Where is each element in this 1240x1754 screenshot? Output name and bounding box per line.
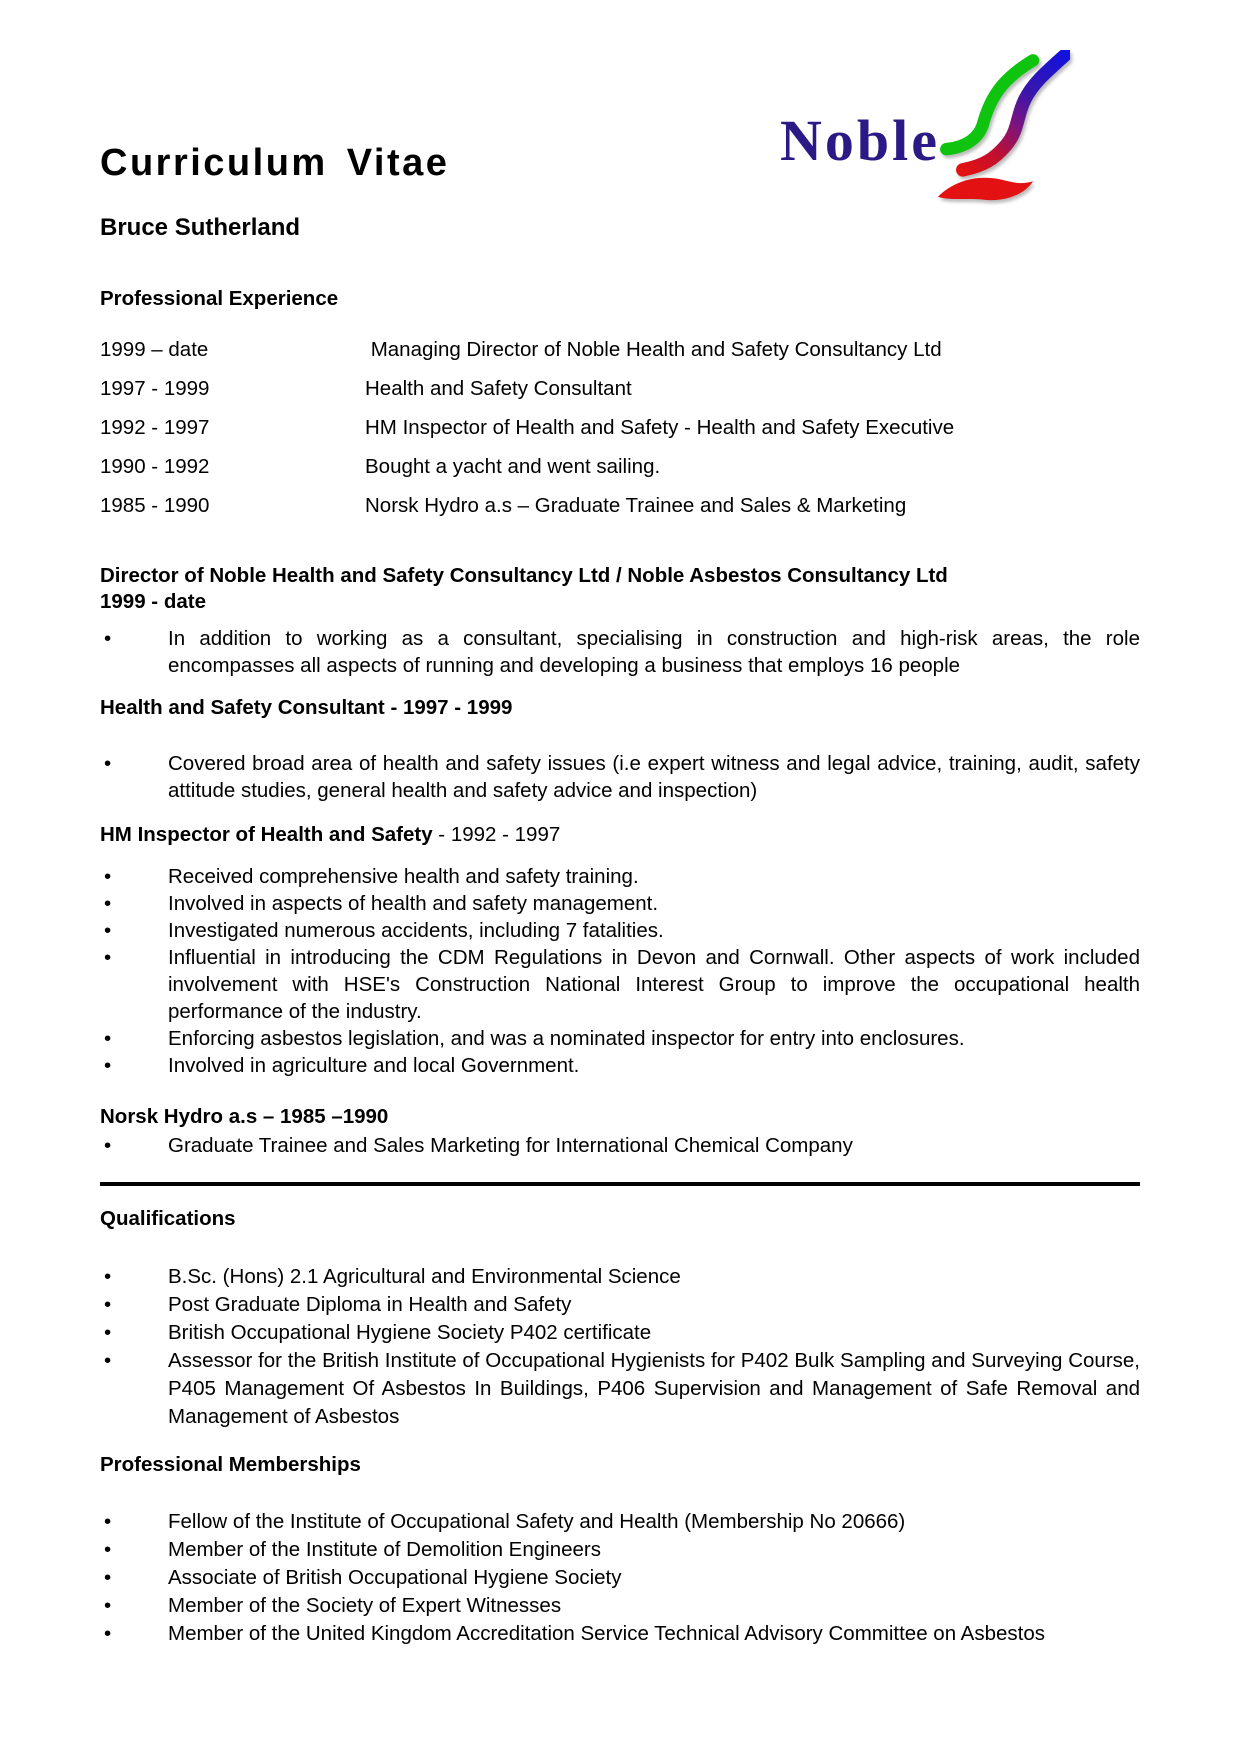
bullet-item: • B.Sc. (Hons) 2.1 Agricultural and Environmental Science	[100, 1263, 1140, 1291]
inspector-role-dates: - 1992 - 1997	[432, 823, 561, 846]
bullet-item: • Member of the Society of Expert Witnesses	[100, 1592, 1140, 1620]
qualifications-bullet-list	[100, 1263, 1140, 1431]
bullet-item: • Covered broad area of health and safety issues (i.e expert witness and legal advice, training, audit, safety attitude studies, general health and safety advice and inspection)	[100, 750, 1140, 804]
norsk-bullet-list	[100, 1132, 1140, 1159]
director-role-heading	[100, 563, 1140, 615]
page-title: Curriculum Vitae	[100, 142, 450, 184]
experience-row	[100, 376, 1140, 402]
inspector-bullet-list	[100, 863, 1140, 1079]
experience-table	[100, 337, 1140, 519]
bullet-item: • In addition to working as a consultant, specialising in construction and high-risk areas, the role encompasses all aspects of running and developing a business that employs 16 people	[100, 625, 1140, 679]
bullet-item: • Associate of British Occupational Hygiene Society	[100, 1564, 1140, 1592]
bullet-item: • Fellow of the Institute of Occupational Safety and Health (Membership No 20666)	[100, 1508, 1140, 1536]
experience-period: 1985 - 1990	[100, 494, 210, 517]
bullet-item: • Assessor for the British Institute of Occupational Hygienists for P402 Bulk Sampling and Surveying Course, P405 Management Of Asbestos In Buildings, P406 Supervision and Management of Safe Removal and Management of Asbestos	[100, 1347, 1140, 1431]
consultant-role-heading: Health and Safety Consultant - 1997 - 1999	[100, 696, 513, 719]
experience-period: 1992 - 1997	[100, 416, 210, 439]
bullet-item: • Enforcing asbestos legislation, and was a nominated inspector for entry into enclosures.	[100, 1025, 1140, 1052]
experience-period: 1999 – date	[100, 338, 209, 361]
bullet-item: • Influential in introducing the CDM Regulations in Devon and Cornwall. Other aspects of work included involvement with HSE's Construction National Interest Group to improve the occupational health performance of the industry.	[100, 944, 1140, 1025]
bullet-item: • Member of the United Kingdom Accreditation Service Technical Advisory Committee on Asbestos	[100, 1620, 1140, 1648]
memberships-heading: Professional Memberships	[100, 1453, 361, 1476]
experience-period: 1997 - 1999	[100, 377, 210, 400]
noble-logo	[780, 50, 1070, 205]
director-role-title: Director of Noble Health and Safety Consultancy Ltd / Noble Asbestos Consultancy Ltd	[100, 564, 948, 587]
experience-role: Bought a yacht and went sailing.	[365, 455, 661, 478]
bullet-item: • Graduate Trainee and Sales Marketing for International Chemical Company	[100, 1132, 1140, 1159]
norsk-role-heading: Norsk Hydro a.s – 1985 –1990	[100, 1105, 389, 1128]
noble-brand-text: Noble	[780, 108, 940, 173]
experience-role: Managing Director of Noble Health and Safety Consultancy Ltd	[365, 338, 942, 361]
director-bullet-list	[100, 625, 1140, 679]
separator-rule	[100, 1182, 1140, 1186]
experience-row	[100, 454, 1140, 480]
experience-period: 1990 - 1992	[100, 455, 210, 478]
bullet-item: • Post Graduate Diploma in Health and Safety	[100, 1291, 1140, 1319]
director-role-dates: 1999 - date	[100, 590, 206, 613]
memberships-bullet-list	[100, 1508, 1140, 1648]
noble-s-swoosh-icon	[932, 50, 1070, 205]
bullet-item: • Investigated numerous accidents, including 7 fatalities.	[100, 917, 1140, 944]
experience-role: Norsk Hydro a.s – Graduate Trainee and Sales & Marketing	[365, 494, 907, 517]
inspector-role-title: HM Inspector of Health and Safety	[100, 823, 433, 846]
inspector-role-heading	[100, 822, 1140, 848]
experience-row	[100, 415, 1140, 441]
experience-heading: Professional Experience	[100, 287, 339, 310]
qualifications-heading: Qualifications	[100, 1207, 236, 1230]
bullet-item: • Member of the Institute of Demolition Engineers	[100, 1536, 1140, 1564]
experience-row	[100, 337, 1140, 363]
bullet-item: • Involved in agriculture and local Government.	[100, 1052, 1140, 1079]
bullet-item: • Received comprehensive health and safety training.	[100, 863, 1140, 890]
experience-row	[100, 493, 1140, 519]
bullet-item: • Involved in aspects of health and safety management.	[100, 890, 1140, 917]
experience-role: Health and Safety Consultant	[365, 377, 632, 400]
person-name: Bruce Sutherland	[100, 214, 301, 241]
bullet-item: • British Occupational Hygiene Society P402 certificate	[100, 1319, 1140, 1347]
experience-role: HM Inspector of Health and Safety - Health and Safety Executive	[365, 416, 955, 439]
consultant-bullet-list	[100, 750, 1140, 804]
